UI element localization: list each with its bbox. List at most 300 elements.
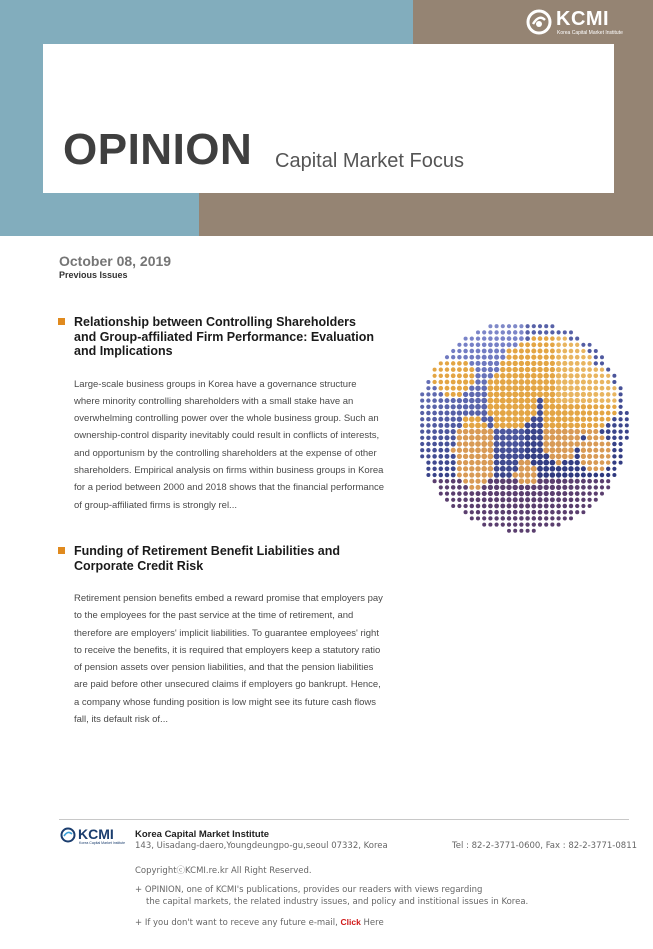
- globe-dot: [482, 336, 486, 340]
- globe-dot: [581, 416, 586, 421]
- globe-dot: [457, 398, 462, 403]
- globe-dot: [543, 404, 549, 410]
- globe-dot: [593, 417, 598, 422]
- globe-dot: [587, 380, 592, 385]
- globe-dot: [587, 460, 592, 465]
- globe-dot: [569, 343, 573, 347]
- footer-divider: [59, 819, 629, 820]
- globe-dot: [531, 348, 536, 353]
- globe-dot: [587, 448, 592, 453]
- globe-dot: [587, 498, 591, 502]
- globe-dot: [487, 410, 493, 416]
- globe-dot: [494, 342, 499, 347]
- globe-dot: [531, 367, 537, 373]
- globe-dot: [600, 473, 604, 477]
- globe-dot: [426, 380, 430, 384]
- globe-dot: [518, 453, 524, 459]
- globe-dot: [525, 398, 531, 404]
- globe-dot: [438, 423, 443, 428]
- globe-dot: [581, 510, 585, 514]
- globe-dot: [563, 516, 567, 520]
- page-subtitle: Capital Market Focus: [275, 150, 464, 172]
- globe-dot: [606, 411, 611, 416]
- globe-dot: [494, 385, 500, 391]
- globe-dot: [556, 435, 562, 441]
- globe-dot: [507, 330, 511, 334]
- globe-dot: [512, 422, 518, 428]
- globe-dot: [562, 379, 567, 384]
- globe-dot: [606, 429, 611, 434]
- globe-dot: [549, 435, 555, 441]
- globe-dot: [556, 349, 561, 354]
- globe-dot: [432, 398, 437, 403]
- globe-dot: [600, 454, 605, 459]
- globe-dot: [482, 491, 487, 496]
- footer-tel-fax: Tel : 82-2-3771-0600, Fax : 82-2-3771-0811: [452, 841, 638, 851]
- globe-dot: [575, 349, 579, 353]
- globe-dot: [500, 410, 506, 416]
- globe-dot: [531, 385, 537, 391]
- globe-dot: [482, 504, 487, 509]
- globe-dot: [556, 429, 562, 435]
- globe-dot: [581, 429, 586, 434]
- globe-dot: [574, 441, 580, 447]
- globe-dot: [581, 343, 585, 347]
- globe-dot: [606, 417, 611, 422]
- globe-dot: [550, 367, 555, 372]
- article-summary: Retirement pension benefits embed a reward promise that employers pay to the employees for the past service at the time of retirement, and therefore are employers' implicit liabilities. To guarantee employees' right to receive the benefits, it is required that employers keep a statutory ratio of pension assets over pension liabilities, and that the pension liabilities are paid before other unsecured claims if employers go bankrupt. Hence, a company whose funding position is low might see its future cash flows fall, its default risk of...: [74, 593, 383, 726]
- globe-dot: [568, 416, 574, 422]
- globe-dot: [500, 349, 505, 354]
- globe-dot: [581, 349, 585, 353]
- globe-dot: [537, 398, 543, 404]
- globe-dot: [475, 373, 480, 378]
- globe-dot: [494, 361, 499, 366]
- globe-dot: [537, 491, 542, 496]
- globe-dot: [451, 380, 456, 385]
- globe-dot: [463, 504, 467, 508]
- globe-dot: [501, 330, 505, 334]
- globe-dot: [525, 416, 531, 422]
- globe-dot: [500, 404, 506, 410]
- globe-dot: [600, 492, 604, 496]
- globe-dot: [494, 510, 499, 515]
- globe-dot: [438, 460, 443, 465]
- globe-dot: [488, 466, 494, 472]
- globe-dot: [463, 466, 468, 471]
- globe-dot: [501, 516, 505, 520]
- globe-dot: [543, 472, 549, 478]
- globe-dot: [575, 454, 580, 459]
- globe-dot: [581, 404, 586, 409]
- globe-dot: [612, 429, 617, 434]
- globe-dot: [469, 460, 474, 465]
- globe-dot: [518, 466, 524, 472]
- globe-dot: [606, 454, 611, 459]
- globe-dot: [500, 355, 505, 360]
- globe-dot: [500, 342, 505, 347]
- globe-dot: [612, 405, 616, 409]
- globe-dot: [568, 460, 573, 465]
- globe-dot: [476, 516, 480, 520]
- globe-dot: [482, 510, 486, 514]
- globe-dot: [481, 410, 487, 416]
- globe-dot: [562, 385, 568, 391]
- globe-dot: [562, 497, 567, 502]
- globe-dot: [500, 447, 506, 453]
- globe-dot: [525, 441, 531, 447]
- globe-dot: [562, 460, 568, 466]
- globe-dot: [563, 343, 568, 348]
- globe-dot: [619, 454, 623, 458]
- unsubscribe-suffix: Here: [363, 918, 384, 928]
- globe-dot: [457, 343, 461, 347]
- globe-dot: [569, 497, 574, 502]
- globe-dot: [469, 404, 475, 410]
- globe-dot: [568, 472, 573, 477]
- globe-dot: [556, 504, 561, 509]
- globe-dot: [475, 466, 480, 471]
- globe-dot: [569, 361, 574, 366]
- globe-dot: [463, 485, 468, 490]
- globe-dot: [457, 498, 461, 502]
- globe-dot: [625, 417, 629, 421]
- globe-dot: [439, 485, 443, 489]
- globe-dot: [550, 479, 555, 484]
- globe-dot: [420, 448, 424, 452]
- globe-dot: [451, 349, 455, 353]
- globe-dot: [525, 491, 530, 496]
- globe-dot: [494, 447, 500, 453]
- globe-dot: [619, 399, 623, 403]
- globe-dot: [612, 473, 616, 477]
- globe-dot: [556, 447, 562, 453]
- globe-dot: [519, 478, 525, 484]
- globe-dot: [538, 516, 542, 520]
- globe-dot: [469, 416, 475, 422]
- globe-dot: [488, 479, 493, 484]
- globe-dot: [494, 516, 498, 520]
- globe-dot: [575, 379, 580, 384]
- globe-dot: [581, 398, 586, 403]
- globe-dot: [451, 448, 456, 453]
- globe-dot: [494, 391, 500, 397]
- globe-dot: [426, 405, 430, 409]
- globe-dot: [507, 504, 512, 509]
- globe-dot: [438, 429, 443, 434]
- globe-dot: [457, 479, 462, 484]
- globe-dot: [494, 491, 499, 496]
- globe-dot: [488, 504, 493, 509]
- globe-dot: [512, 435, 518, 441]
- globe-dot: [537, 367, 542, 372]
- article-title-link[interactable]: Relationship between Controlling Shareholders and Group-affiliated Firm Performance: Evaluation and Implications: [74, 315, 375, 358]
- globe-dot: [594, 479, 599, 484]
- globe-dot: [445, 448, 450, 453]
- globe-dot: [482, 516, 486, 520]
- globe-dot: [525, 460, 531, 466]
- globe-dot: [537, 472, 543, 478]
- globe-dot: [531, 422, 537, 428]
- globe-dot: [550, 516, 554, 520]
- globe-dot: [562, 398, 568, 404]
- globe-dot: [556, 355, 561, 360]
- globe-dot: [481, 404, 487, 410]
- globe-dot: [512, 373, 518, 379]
- globe-dot: [482, 479, 487, 484]
- globe-dot: [475, 392, 481, 398]
- globe-dot: [469, 410, 475, 416]
- globe-dot: [619, 386, 623, 390]
- globe-dot: [518, 404, 524, 410]
- globe-dot: [438, 404, 443, 409]
- globe-dot: [600, 398, 605, 403]
- footer-note-line: + OPINION, one of KCMI's publications, provides our readers with views regarding: [135, 885, 483, 895]
- globe-dot: [438, 435, 443, 440]
- globe-dot: [557, 523, 561, 527]
- banner-blue-block: [43, 193, 199, 236]
- globe-dot: [569, 349, 574, 354]
- previous-issues-link[interactable]: Previous Issues: [59, 270, 128, 280]
- globe-dot: [457, 485, 462, 490]
- globe-dot: [457, 392, 462, 397]
- globe-dot: [469, 441, 475, 447]
- globe-dot: [481, 466, 487, 472]
- globe-dot: [544, 361, 549, 366]
- globe-dot: [469, 392, 474, 397]
- globe-dot: [487, 404, 493, 410]
- globe-dot: [475, 416, 481, 422]
- globe-dot: [506, 404, 512, 410]
- globe-dot: [587, 386, 592, 391]
- globe-dot: [463, 416, 469, 422]
- globe-dot: [506, 391, 512, 397]
- globe-dot: [575, 510, 579, 514]
- globe-dot: [550, 336, 555, 341]
- globe-dot: [562, 349, 567, 354]
- globe-dot: [543, 410, 549, 416]
- globe-dot: [481, 398, 487, 404]
- globe-dot: [501, 523, 505, 527]
- globe-dot: [469, 379, 474, 384]
- globe-dot: [588, 343, 592, 347]
- globe-dot: [444, 410, 449, 415]
- globe-dot: [444, 417, 449, 422]
- globe-dot: [606, 460, 610, 464]
- globe-dot: [606, 485, 610, 489]
- globe-dot: [506, 497, 511, 502]
- globe-dot: [538, 504, 543, 509]
- globe-dot: [494, 429, 500, 435]
- globe-dot: [469, 466, 474, 471]
- globe-dot: [600, 411, 605, 416]
- globe-dot: [506, 485, 511, 490]
- globe-dot: [531, 410, 537, 416]
- globe-dot: [481, 454, 487, 460]
- globe-dot: [494, 349, 499, 354]
- globe-dot: [433, 374, 437, 378]
- globe-dot: [519, 485, 524, 490]
- globe-dot: [525, 391, 531, 397]
- globe-dot: [593, 466, 598, 471]
- globe-dot: [537, 416, 543, 422]
- globe-dot: [525, 429, 531, 435]
- globe-dot: [556, 379, 562, 385]
- globe-dot: [531, 361, 536, 366]
- globe-dot: [537, 404, 543, 410]
- globe-dot: [457, 367, 462, 372]
- globe-dot: [482, 367, 487, 372]
- globe-dot: [506, 398, 512, 404]
- globe-dot: [475, 422, 481, 428]
- globe-dot: [476, 330, 480, 334]
- globe-dot: [625, 436, 629, 440]
- globe-dot: [420, 405, 424, 409]
- globe-dot: [494, 373, 500, 379]
- globe-dot: [531, 342, 536, 347]
- globe-dot: [518, 441, 524, 447]
- globe-dot: [600, 386, 605, 391]
- globe-dot: [600, 392, 605, 397]
- globe-dot: [507, 336, 512, 341]
- globe-dot: [612, 448, 616, 452]
- globe-dot: [475, 447, 481, 453]
- globe-dot: [619, 405, 623, 409]
- globe-dot: [445, 442, 450, 447]
- globe-dot: [537, 429, 543, 435]
- globe-dot: [575, 386, 580, 391]
- globe-dot: [538, 324, 542, 328]
- globe-dot: [487, 422, 493, 428]
- globe-dot: [525, 478, 531, 484]
- globe-dot: [581, 498, 585, 502]
- globe-dot: [500, 385, 506, 391]
- globe-dot: [469, 367, 474, 372]
- globe-dot: [606, 380, 610, 384]
- globe-dot: [451, 485, 456, 490]
- globe-dot: [513, 330, 517, 334]
- globe-dot: [556, 410, 562, 416]
- globe-dot: [550, 472, 556, 478]
- globe-dot: [494, 435, 500, 441]
- globe-dot: [439, 367, 443, 371]
- unsubscribe-click-link[interactable]: Click: [340, 917, 361, 927]
- globe-dot: [575, 355, 580, 360]
- globe-dot: [549, 404, 555, 410]
- globe-dot: [569, 355, 574, 360]
- globe-dot: [463, 410, 469, 416]
- globe-dot: [543, 379, 549, 385]
- globe-dot: [537, 373, 543, 379]
- globe-dot: [543, 416, 549, 422]
- globe-dot: [544, 491, 549, 496]
- globe-dot: [457, 404, 462, 409]
- globe-dot: [550, 491, 555, 496]
- globe-dot: [463, 441, 468, 446]
- globe-dot: [544, 330, 548, 334]
- globe-dot: [518, 410, 524, 416]
- globe-dot: [532, 529, 536, 533]
- globe-dot: [438, 411, 443, 416]
- globe-dot: [568, 447, 574, 453]
- article-title-link[interactable]: Funding of Retirement Benefit Liabilities and Corporate Credit Risk: [74, 544, 340, 573]
- globe-dot: [512, 391, 518, 397]
- globe-dot: [593, 404, 598, 409]
- globe-dot: [525, 330, 529, 334]
- globe-dot: [512, 410, 518, 416]
- globe-dot: [433, 473, 437, 477]
- globe-dot: [587, 373, 592, 378]
- globe-dot: [563, 504, 568, 509]
- globe-dot: [500, 416, 506, 422]
- globe-dot: [550, 355, 555, 360]
- globe-dot: [593, 423, 598, 428]
- globe-dot: [507, 516, 511, 520]
- globe-dot: [469, 435, 475, 441]
- globe-dot: [500, 367, 505, 372]
- globe-dot: [612, 423, 617, 428]
- globe-dot: [439, 473, 443, 477]
- globe-dot: [587, 398, 592, 403]
- globe-dot: [445, 473, 450, 478]
- globe-dot: [543, 373, 549, 379]
- globe-dot: [463, 435, 469, 441]
- globe-dot: [513, 336, 518, 341]
- globe-dot: [500, 391, 506, 397]
- globe-dot: [568, 386, 573, 391]
- globe-dot: [581, 355, 586, 360]
- globe-dot: [600, 467, 605, 472]
- globe-dot: [487, 435, 493, 441]
- globe-dot: [544, 497, 549, 502]
- globe-dot: [494, 379, 500, 385]
- globe-dot: [612, 380, 616, 384]
- globe-dot: [487, 453, 493, 459]
- globe-dot: [606, 448, 611, 453]
- globe-dot: [518, 422, 524, 428]
- globe-dot: [432, 442, 437, 447]
- globe-dot: [525, 355, 530, 360]
- globe-dot: [487, 398, 493, 404]
- globe-dot: [519, 355, 524, 360]
- globe-dot: [581, 386, 586, 391]
- dotted-globe-image: [414, 318, 630, 534]
- kcmi-logo[interactable]: [526, 8, 623, 38]
- globe-dot: [445, 361, 449, 365]
- globe-dot: [587, 466, 592, 471]
- globe-dot: [568, 392, 574, 398]
- globe-dot: [575, 479, 580, 484]
- globe-dot: [531, 398, 537, 404]
- globe-dot: [438, 442, 443, 447]
- globe-dot: [531, 497, 536, 502]
- globe-dot: [513, 342, 518, 347]
- globe-dot: [518, 379, 524, 385]
- globe-dot: [445, 380, 450, 385]
- globe-dot: [494, 330, 498, 334]
- globe-dot: [562, 447, 568, 453]
- globe-dot: [469, 423, 475, 429]
- logo-wordmark: KCMI: [556, 8, 610, 30]
- footer-address-block: [135, 841, 653, 852]
- globe-dot: [556, 342, 561, 347]
- globe-dot: [606, 473, 610, 477]
- globe-dot: [494, 416, 500, 422]
- globe-dot: [525, 348, 530, 353]
- globe-dot: [512, 447, 518, 453]
- globe-dot: [556, 385, 562, 391]
- globe-dot: [568, 423, 574, 429]
